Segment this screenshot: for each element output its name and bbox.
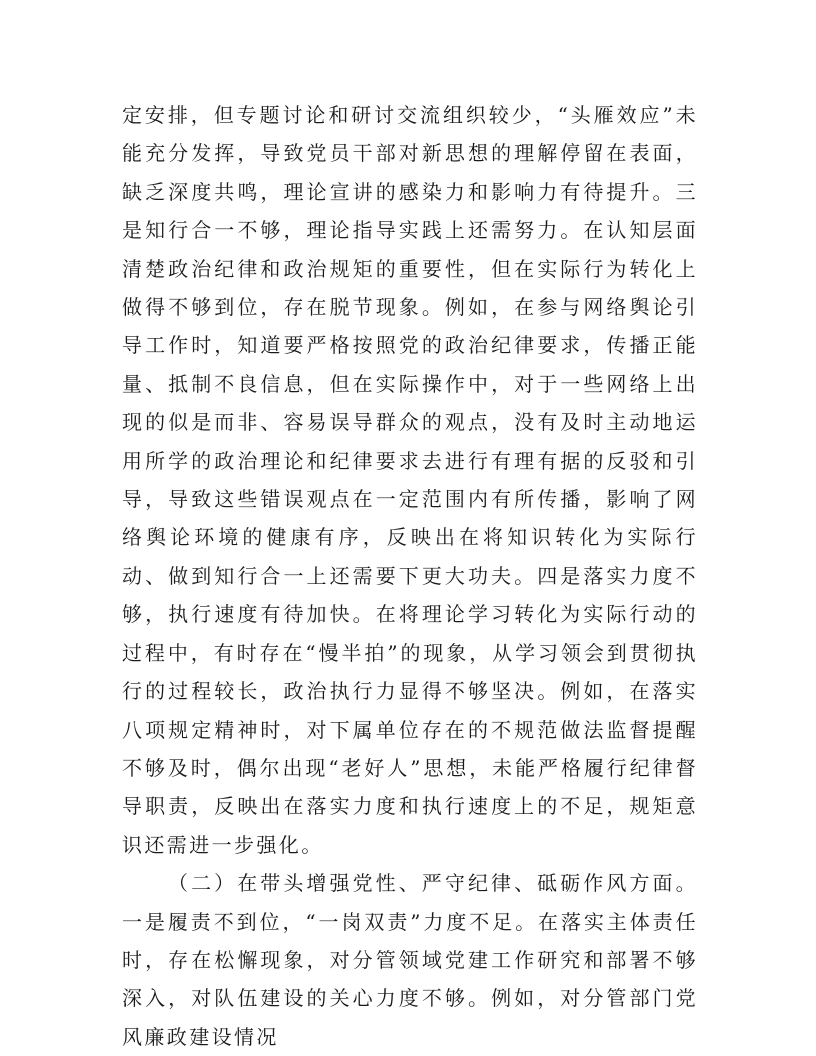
paragraph-section-two: （二）在带头增强党性、严守纪律、砥砺作风方面。一是履责不到位，“一岗双责”力度不足。在落实主体责任时，存在松懈现象，对分管领域党建工作研究和部署不够深入，对队伍建设的关心力度不够。例如，对分管部门党风廉政建设情况: [122, 871, 698, 1049]
paragraph-continuation: 定安排，但专题讨论和研讨交流组织较少，“头雁效应”未能充分发挥，导致党员干部对新思想的理解停留在表面，缺乏深度共鸣，理论宣讲的感染力和影响力有待提升。三是知行合一不够，理论指导实践上还需努力。在认知层面清楚政治纪律和政治规矩的重要性，但在实际行为转化上做得不够到位，存在脱节现象。例如，在参与网络舆论引导工作时，知道要严格按照党的政治纪律要求，传播正能量、抵制不良信息，但在实际操作中，对于一些网络上出现的似是而非、容易误导群众的观点，没有及时主动地运用所学的政治理论和纪律要求去进行有理有据的反驳和引导，导致这些错误观点在一定范围内有所传播，影响了网络舆论环境的健康有序，反映出在将知识转化为实际行动、做到知行合一上还需要下更大功夫。四是落实力度不够，执行速度有待加快。在将理论学习转化为实际行动的过程中，有时存在“慢半拍”的现象，从学习领会到贯彻执行的过程较长，政治执行力显得不够坚决。例如，在落实八项规定精神时，对下属单位存在的不规范做法监督提醒不够及时，偶尔出现“老好人”思想，未能严格履行纪律督导职责，反映出在落实力度和执行速度上的不足，规矩意识还需进一步强化。: [122, 103, 698, 857]
document-body: [122, 96, 698, 1056]
